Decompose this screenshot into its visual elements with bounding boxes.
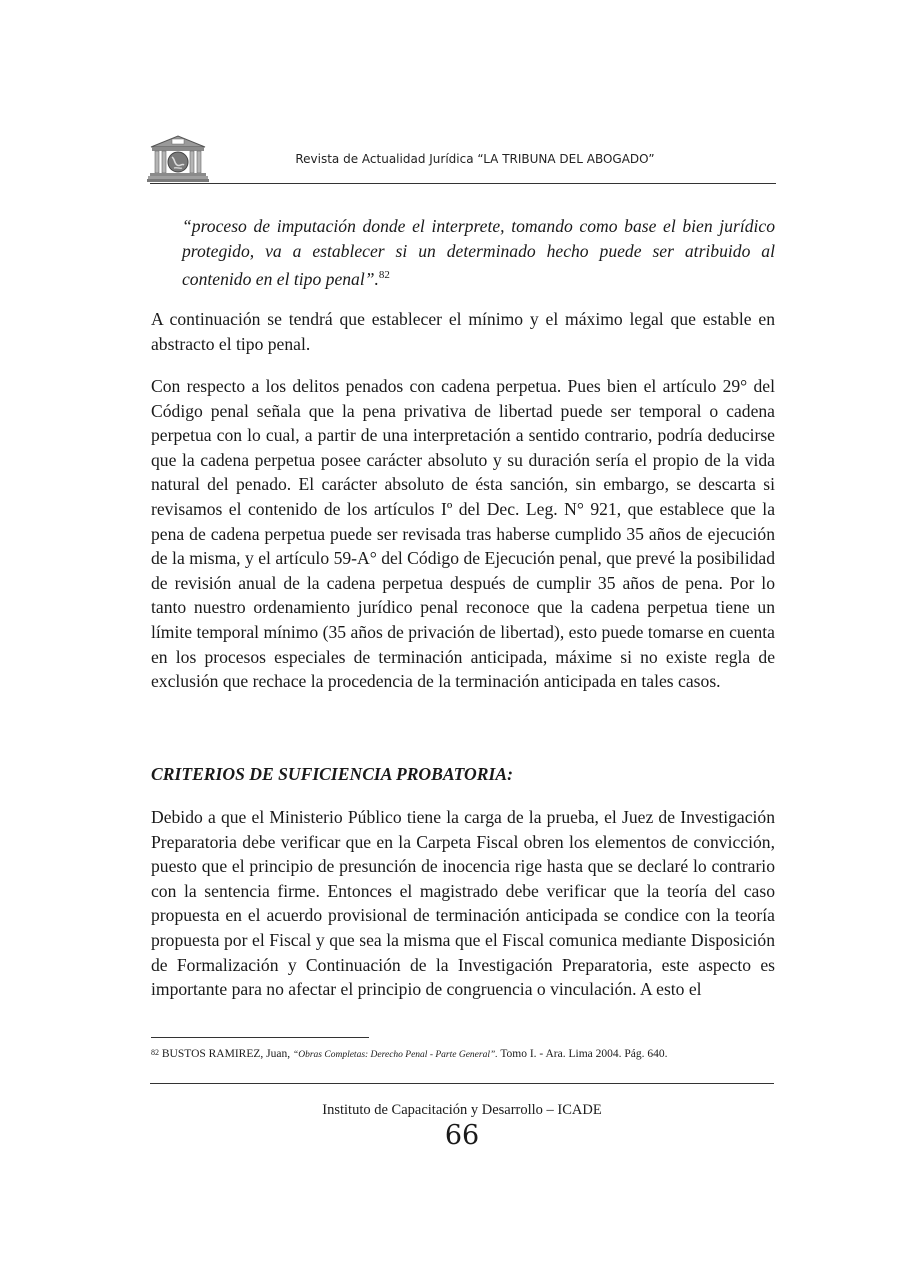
quote-text: “proceso de imputación donde el interprete, tomando como base el bien jurídico protegido, va a establecer si un determinado hecho puede ser atribuido al contenido en el tipo penal”. <box>182 216 775 290</box>
page-number: 66 <box>444 1120 480 1151</box>
footnote-reference[interactable]: 82 <box>378 269 390 282</box>
header-divider <box>150 183 776 184</box>
paragraph-1: A continuación se tendrá que establecer el mínimo y el máximo legal que estable en abstracto el tipo penal. <box>151 309 775 354</box>
classical-building-globe-icon <box>147 135 209 183</box>
footnote-details: Tomo I. - Ara. Lima 2004. Pág. 640. <box>500 1048 668 1060</box>
footnote-title: “Obras Completas: Derecho Penal - Parte General”. <box>292 1050 498 1060</box>
block-quote <box>182 214 775 292</box>
footer-institute: Instituto de Capacitación y Desarrollo – ICADE <box>322 1102 602 1118</box>
section-heading: CRITERIOS DE SUFICIENCIA PROBATORIA: <box>151 764 513 784</box>
footnote <box>151 1046 775 1063</box>
journal-title: Revista de Actualidad Jurídica “LA TRIBUNA DEL ABOGADO” <box>295 152 655 166</box>
paragraph-3: Debido a que el Ministerio Público tiene la carga de la prueba, el Juez de Investigación Preparatoria debe verificar que en la Carpeta Fiscal obren los elementos de convicción, puesto que el principio de presunción de inocencia rige hasta que se declaré lo contrario con la sentencia firme. Entonces el magistrado debe verificar que la teoría del caso propuesta en el acuerdo provisional de terminación anticipada se condice con la teoría propuesta por el Fiscal y que sea la misma que el Fiscal comunica mediante Disposición de Formalización y Continuación de la Investigación Preparatoria, este aspecto es importante para no afectar el principio de congruencia o vinculación. A esto el <box>151 807 775 1000</box>
footer-divider <box>150 1083 774 1084</box>
footnote-divider <box>151 1037 369 1038</box>
footnote-number: 82 <box>151 1048 159 1057</box>
icade-logo <box>147 135 209 183</box>
footnote-author: BUSTOS RAMIREZ, Juan, <box>161 1048 291 1060</box>
paragraph-2: Con respecto a los delitos penados con cadena perpetua. Pues bien el artículo 29° del Código penal señala que la pena privativa de libertad puede ser temporal o cadena perpetua con lo cual, a partir de una interpretación a sentido contrario, podría deducirse que la cadena perpetua posee carácter absoluto y su duración sería el propio de la vida natural del penado. El carácter absoluto de ésta sanción, sin embargo, se descarta si revisamos el contenido de los artículos Iº del Dec. Leg. N° 921, que establece que la pena de cadena perpetua puede ser revisada tras haberse cumplido 35 años de ejecución de la misma, y el artículo 59-A° del Código de Ejecución penal, que prevé la posibilidad de revisión anual de la cadena perpetua después de cumplir 35 años de pena. Por lo tanto nuestro ordenamiento jurídico penal reconoce que la cadena perpetua tiene un límite temporal mínimo (35 años de privación de libertad), esto puede tomarse en cuenta en los procesos especiales de terminación anticipada, máxime si no existe regla de exclusión que rechace la procedencia de la terminación anticipada en tales casos. <box>151 376 775 692</box>
